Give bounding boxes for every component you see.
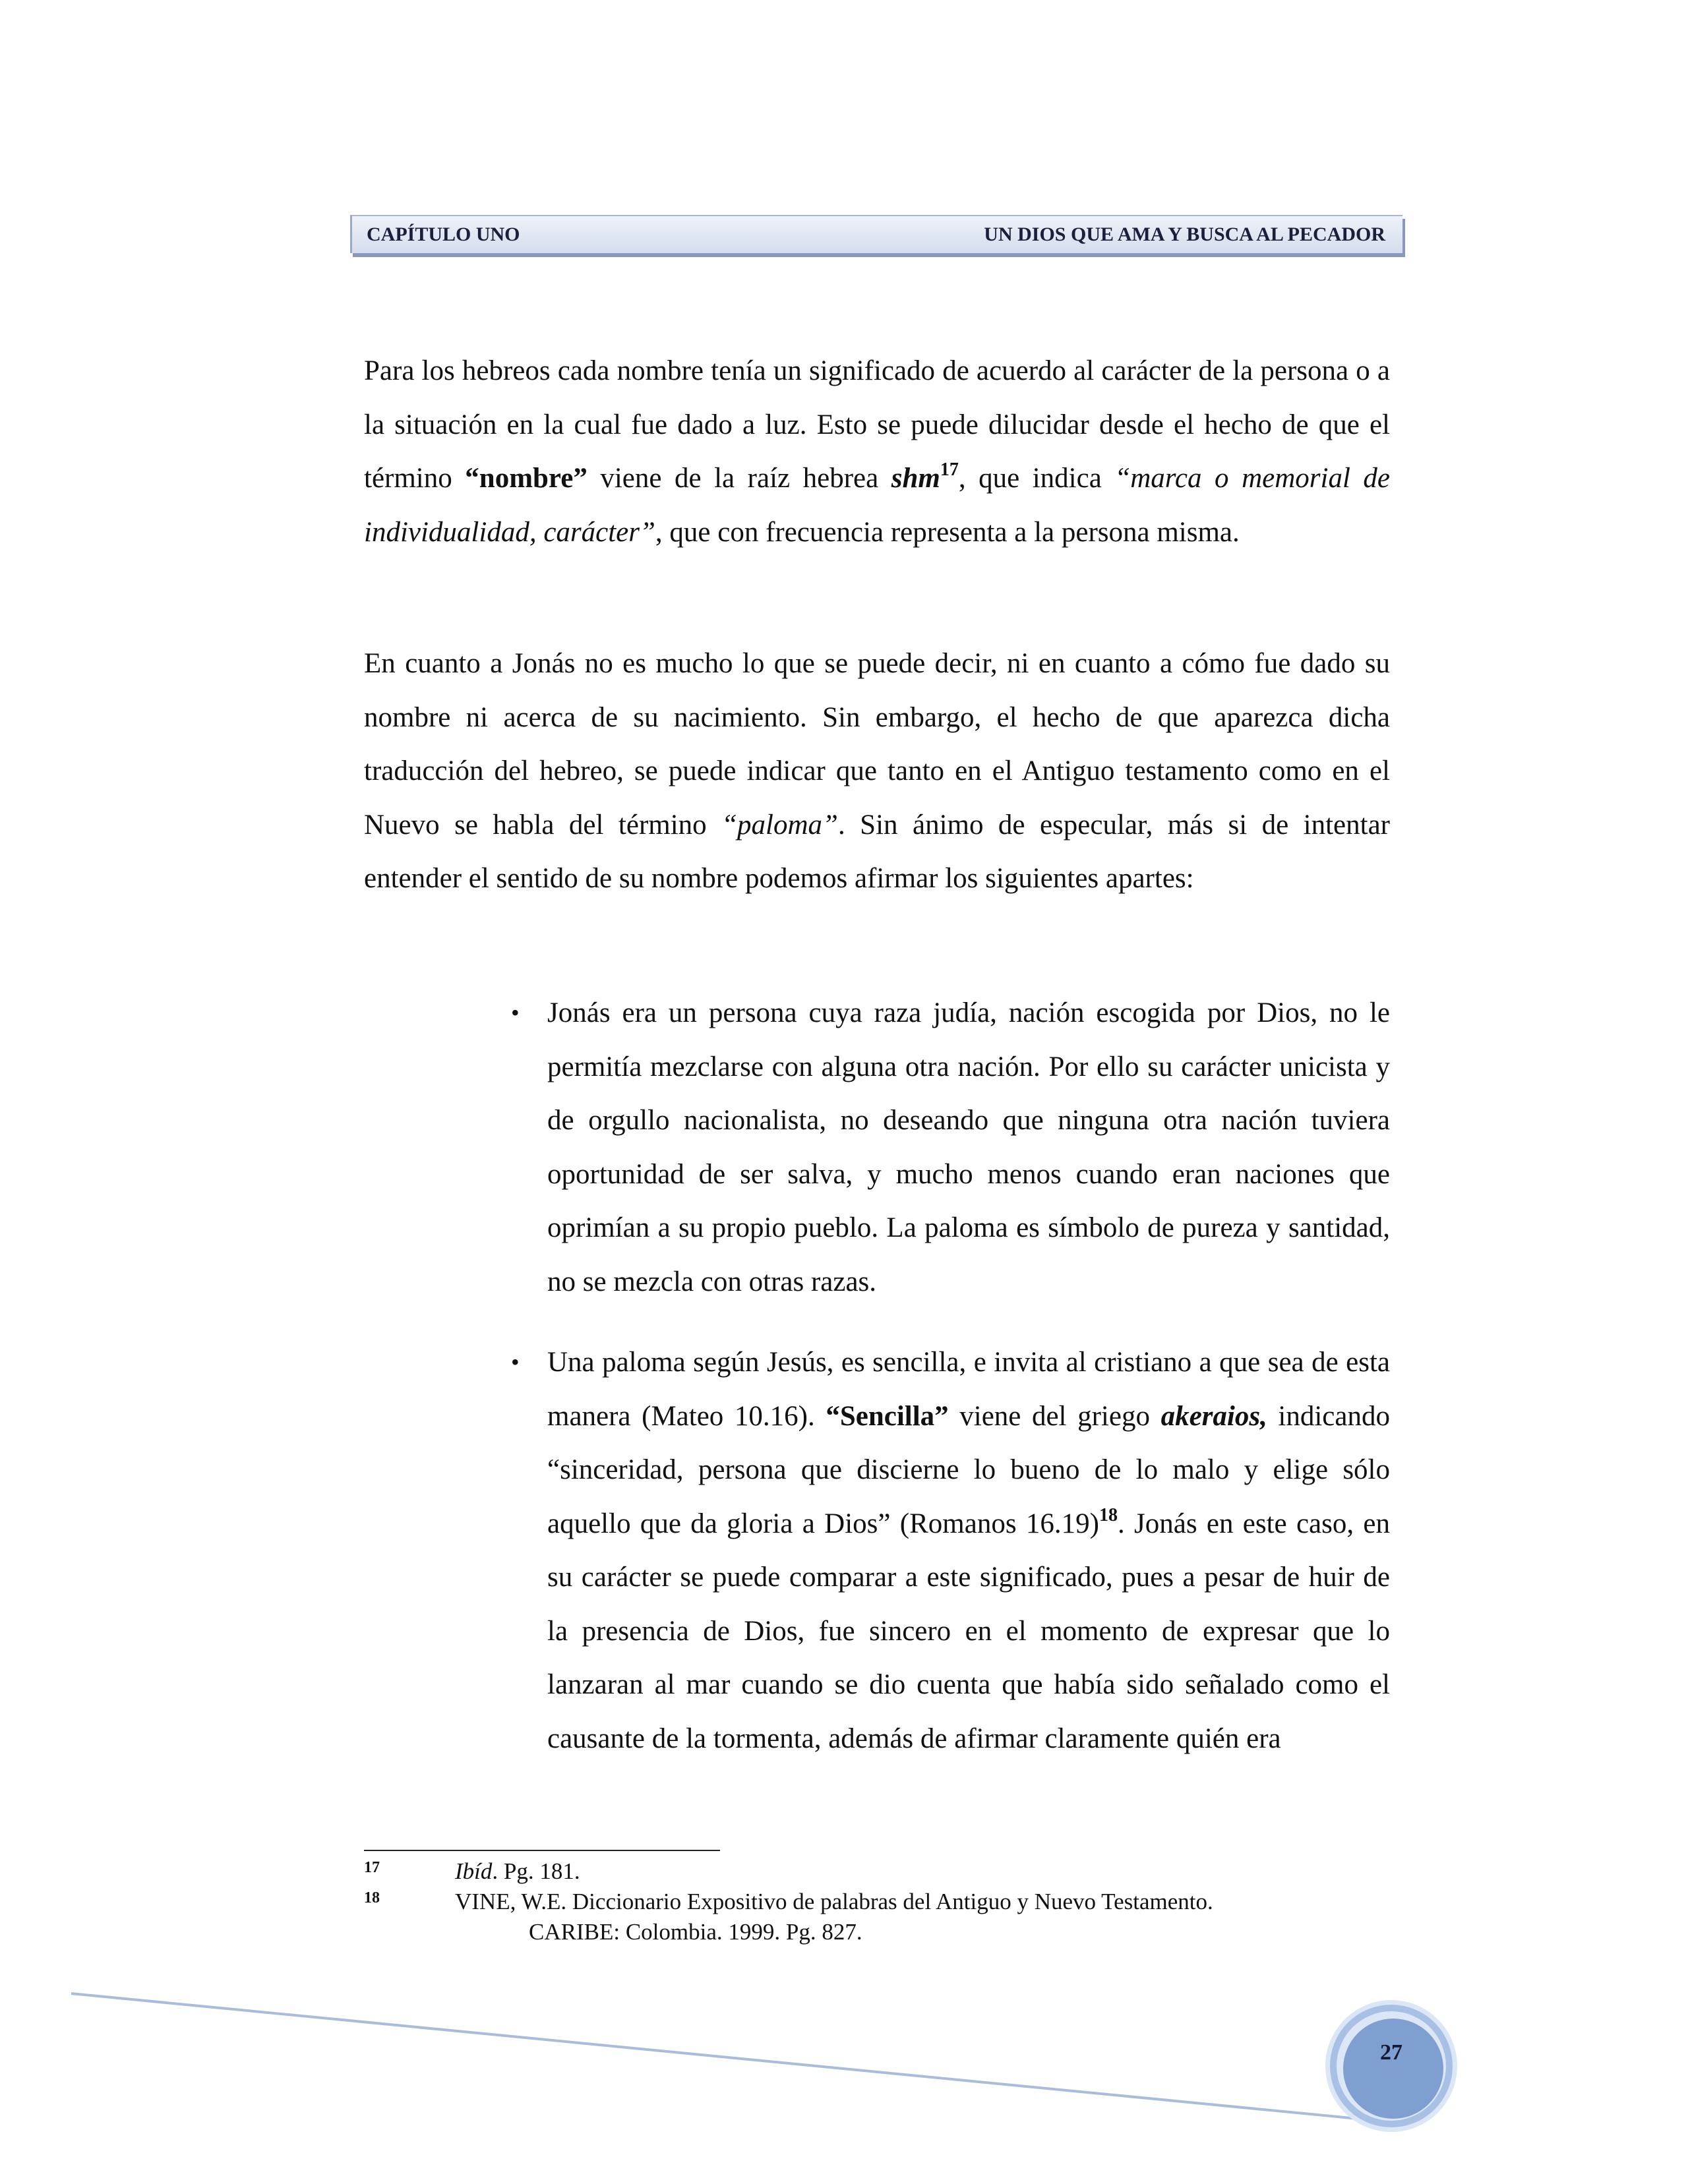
footnote-ref-17[interactable]: 17: [940, 459, 959, 480]
bullet-2-text-4: . Jonás en este caso, en su carácter se puede comparar a este significado, pues a pesar de huir de la presencia de Dios, fue sincero en el momento de expresar que lo lanzaran al mar cuando se dio cuenta que había sido señalado como el causante de la tormenta, además de afirmar claramente quién era: [547, 1508, 1390, 1754]
footnote-ref-18[interactable]: 18: [1099, 1504, 1118, 1525]
p1-text-4: , que con frecuencia representa a la persona misma.: [655, 516, 1240, 548]
p1-bold-term: “nombre”: [465, 463, 588, 494]
footer-line: [71, 1993, 1372, 2120]
bullet-1-text: Jonás era un persona cuya raza judía, nación escogida por Dios, no le permitía mezclarse con alguna otra nación. Por ello su carácter unicista y de orgullo nacionalista, no deseando que ninguna otra nación tuviera oportunidad de ser salva, y mucho menos cuando eran naciones que oprimían a su propio pueblo. La paloma es símbolo de pureza y santidad, no se mezcla con otras razas.: [547, 997, 1390, 1297]
p1-text-2: viene de la raíz hebrea: [587, 463, 891, 494]
bullet-2-text-2: viene del griego: [948, 1400, 1161, 1432]
page-number: 27: [1380, 2040, 1402, 2065]
bullet-2-greek-term: akeraios,: [1160, 1400, 1267, 1432]
bullet-2-text-1: Una paloma según Jesús, es sencilla, e invita al cristiano a que sea de esta manera (Mateo 10.16).: [547, 1347, 1390, 1432]
p1-italic-quote: “marca o memorial de individualidad, carácter”: [364, 463, 1391, 548]
chapter-label: CAPÍTULO UNO: [367, 223, 520, 245]
footnote-ibid: Ibíd: [455, 1858, 493, 1884]
footnote-text-continued: CARIBE: Colombia. 1999. Pg. 827.: [529, 1919, 862, 1945]
footnote-number: 18: [364, 1889, 380, 1906]
p1-text-1: Para los hebreos cada nombre tenía un significado de acuerdo al carácter de la persona o a la situación en la cual fue dado a luz. Esto se puede dilucidar desde el hecho de que el término: [364, 355, 1390, 494]
p1-text-3: , que indica: [958, 463, 1115, 494]
bullet-icon: •: [511, 1349, 520, 1375]
bullet-icon: •: [511, 999, 520, 1026]
bullet-2-text-3: indicando “sinceridad, persona que discierne lo bueno de lo malo y elige sólo aquello que da gloria a Dios” (Romanos 16.19): [547, 1400, 1390, 1539]
footnote-number: 17: [364, 1859, 380, 1876]
p1-hebrew-root: shm: [891, 463, 940, 494]
p2-text-2: . Sin ánimo de especular, más si de intentar entender el sentido de su nombre podemos afirmar los siguientes apartes:: [364, 809, 1390, 894]
p2-text-1: En cuanto a Jonás no es mucho lo que se puede decir, ni en cuanto a cómo fue dado su nombre ni acerca de su nacimiento. Sin embargo, el hecho de que aparezca dicha traducción del hebreo, se puede indicar que tanto en el Antiguo testamento como en el Nuevo se habla del término: [364, 648, 1390, 841]
p2-italic-term: “paloma”: [721, 809, 838, 841]
chapter-title: UN DIOS QUE AMA Y BUSCA AL PECADOR: [984, 223, 1385, 245]
bullet-2-bold-term: “Sencilla”: [826, 1400, 949, 1432]
page-circle-inner: [1343, 2019, 1443, 2119]
footnote-text: . Pg. 181.: [492, 1858, 580, 1884]
footnote-text: VINE, W.E. Diccionario Expositivo de palabras del Antiguo y Nuevo Testamento.: [455, 1889, 1213, 1914]
